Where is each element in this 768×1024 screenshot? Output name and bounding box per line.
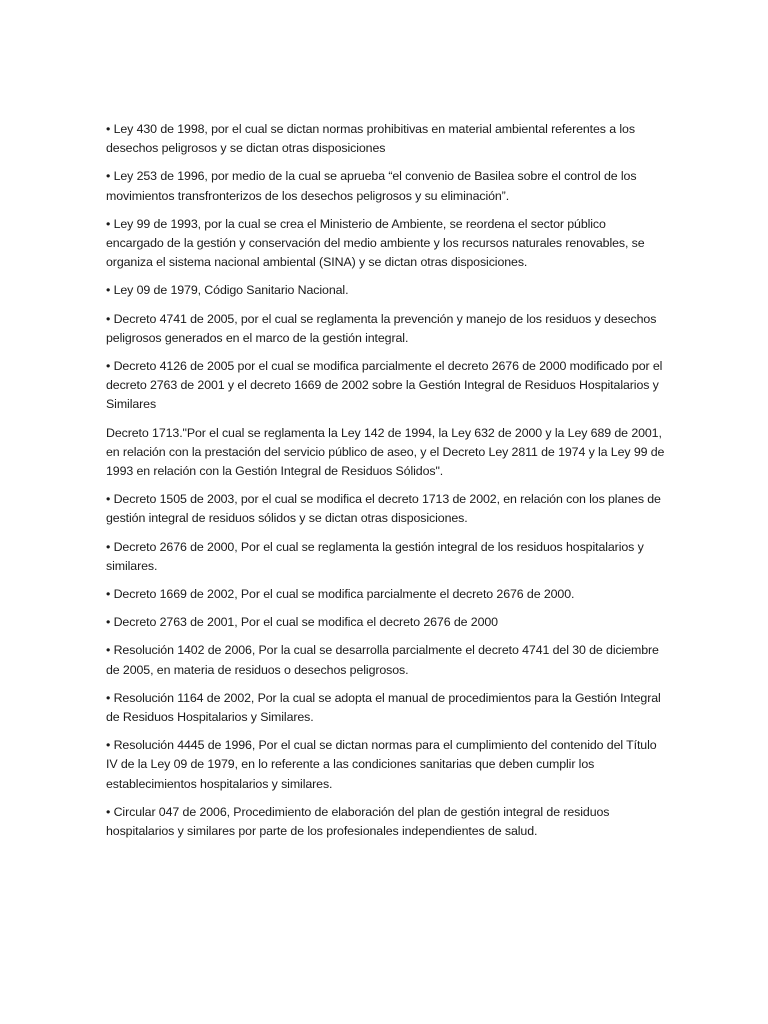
document-page (106, 120, 666, 850)
paragraph-decreto-1669-2002: • Decreto 1669 de 2002, Por el cual se modifica parcialmente el decreto 2676 de 2000. (106, 587, 575, 602)
paragraph-decreto-2676-2000: • Decreto 2676 de 2000, Por el cual se reglamenta la gestión integral de los residuos hospitalarios y similares. (106, 539, 644, 573)
paragraph-resolucion-1164-2002: • Resolución 1164 de 2002, Por la cual se adopta el manual de procedimientos para la Gestión Integral de Residuos Hospitalarios y Similares. (106, 690, 661, 725)
paragraph-decreto-4126-2005: • Decreto 4126 de 2005 por el cual se modifica parcialmente el decreto 2676 de 2000 modificado por el decreto 2763 de 2001 y el decreto 1669 de 2002 sobre la Gestión Integral de Residuos Hospitalarios y Similares (106, 359, 663, 412)
paragraph-ley-253-1996: • Ley 253 de 1996, por medio de la cual se aprueba “el convenio de Basilea sobre el control de los movimientos transfronterizos de los desechos peligrosos y su eliminación”. (106, 169, 637, 203)
paragraph-resolucion-4445-1996: • Resolución 4445 de 1996, Por el cual se dictan normas para el cumplimiento del contenido del Título IV de la Ley 09 de 1979, en lo referente a las condiciones sanitarias que deben cumplir los establecimientos hospitalarios y similares. (106, 738, 657, 791)
paragraph-ley-99-1993: • Ley 99 de 1993, por la cual se crea el Ministerio de Ambiente, se reordena el sector público encargado de la gestión y conservación del medio ambiente y los recursos naturales renovables, se organiza el sistema nacional ambiental (SINA) y se dictan otras disposiciones. (106, 216, 645, 270)
paragraph-resolucion-1402-2006: • Resolución 1402 de 2006, Por la cual se desarrolla parcialmente el decreto 4741 del 30 de diciembre de 2005, en materia de residuos o desechos peligrosos. (106, 643, 659, 677)
paragraph-decreto-4741-2005: • Decreto 4741 de 2005, por el cual se reglamenta la prevención y manejo de los residuos y desechos peligrosos generados en el marco de la gestión integral. (106, 311, 657, 345)
paragraph-ley-09-1979: • Ley 09 de 1979, Código Sanitario Nacional. (106, 283, 349, 298)
paragraph-decreto-1713: Decreto 1713."Por el cual se reglamenta la Ley 142 de 1994, la Ley 632 de 2000 y la Ley 689 de 2001, en relación con la prestación del servicio público de aseo, y el Decreto Ley 2811 de 1974 y la Ley 99 de 1993 en relación con la Gestión Integral de Residuos Sólidos". (106, 425, 665, 479)
paragraph-decreto-1505-2003: • Decreto 1505 de 2003, por el cual se modifica el decreto 1713 de 2002, en relación con los planes de gestión integral de residuos sólidos y se dictan otras disposiciones. (106, 492, 661, 526)
paragraph-ley-430-1998: • Ley 430 de 1998, por el cual se dictan normas prohibitivas en material ambiental referentes a los desechos peligrosos y se dictan otras disposiciones (106, 122, 635, 156)
paragraph-circular-047-2006: • Circular 047 de 2006, Procedimiento de elaboración del plan de gestión integral de residuos hospitalarios y similares por parte de los profesionales independientes de salud. (106, 804, 610, 839)
paragraph-decreto-2763-2001: • Decreto 2763 de 2001, Por el cual se modifica el decreto 2676 de 2000 (106, 615, 498, 630)
